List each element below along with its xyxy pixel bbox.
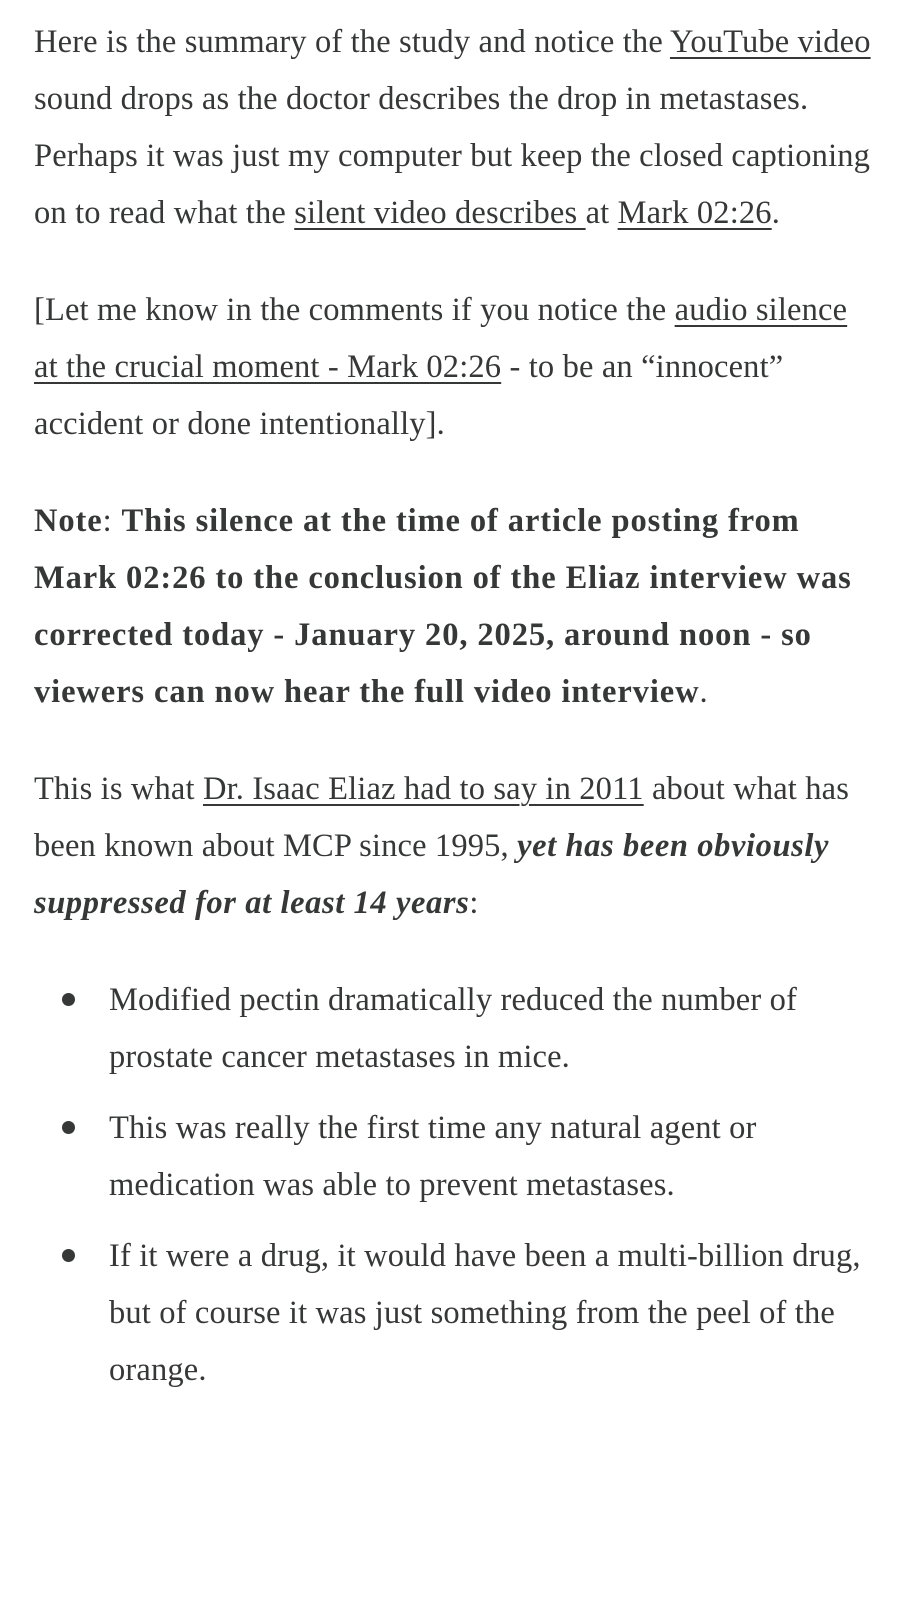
- mark-timestamp-link[interactable]: Mark 02:26: [617, 195, 772, 231]
- list-item-text: This was really the first time any natural agent or medication was able to prevent metastases.: [109, 1110, 757, 1203]
- note-colon: :: [102, 503, 122, 539]
- paragraph-text: [Let me know in the comments if you notice the: [34, 292, 675, 328]
- paragraph-text: about what has been known about MCP since 1995,: [34, 771, 850, 864]
- paragraph-comments-request: [34, 282, 874, 453]
- paragraph-text: sound drops as the doctor describes the drop in metastases. Perhaps it was just my computer but keep the closed captioning on to read what the: [34, 81, 871, 231]
- suppression-emphasis: yet has been obviously suppressed for at least 14 years: [34, 828, 830, 921]
- eliaz-2011-link[interactable]: Dr. Isaac Eliaz had to say in 2011: [202, 771, 644, 807]
- list-item-text: Modified pectin dramatically reduced the number of prostate cancer metastases in mice.: [109, 982, 797, 1075]
- list-item-text: If it were a drug, it would have been a multi-billion drug, but of course it was just something from the peel of the orange.: [109, 1238, 861, 1388]
- list-item: [34, 1228, 874, 1399]
- paragraph-text: - to be an “innocent” accident or done intentionally].: [34, 349, 784, 442]
- paragraph-eliaz-quote-intro: [34, 761, 874, 932]
- paragraph-text: at: [585, 195, 618, 231]
- youtube-video-link[interactable]: YouTube video: [669, 24, 871, 60]
- paragraph-note: [34, 493, 874, 721]
- article-body: [34, 14, 874, 1413]
- paragraph-text: This is what: [34, 771, 203, 807]
- list-item: [34, 1100, 874, 1214]
- paragraph-video-summary: [34, 14, 874, 242]
- note-end: .: [699, 674, 709, 710]
- list-item: [34, 972, 874, 1086]
- bullet-icon: [62, 1249, 75, 1262]
- note-body: This silence at the time of article posting from Mark 02:26 to the conclusion of the Eliaz interview was corrected today - January 20, 2025, around noon - so viewers can now hear the full video interview: [34, 503, 852, 710]
- paragraph-text: .: [771, 195, 780, 231]
- silent-video-link[interactable]: silent video describes: [294, 195, 586, 231]
- audio-silence-link[interactable]: audio silence at the crucial moment - Mark 02:26: [34, 292, 848, 385]
- paragraph-text: Here is the summary of the study and notice the: [34, 24, 670, 60]
- bullet-icon: [62, 1121, 75, 1134]
- note-label: Note: [34, 503, 103, 539]
- bullet-icon: [62, 993, 75, 1006]
- paragraph-text: :: [469, 885, 479, 921]
- findings-list: [34, 972, 874, 1399]
